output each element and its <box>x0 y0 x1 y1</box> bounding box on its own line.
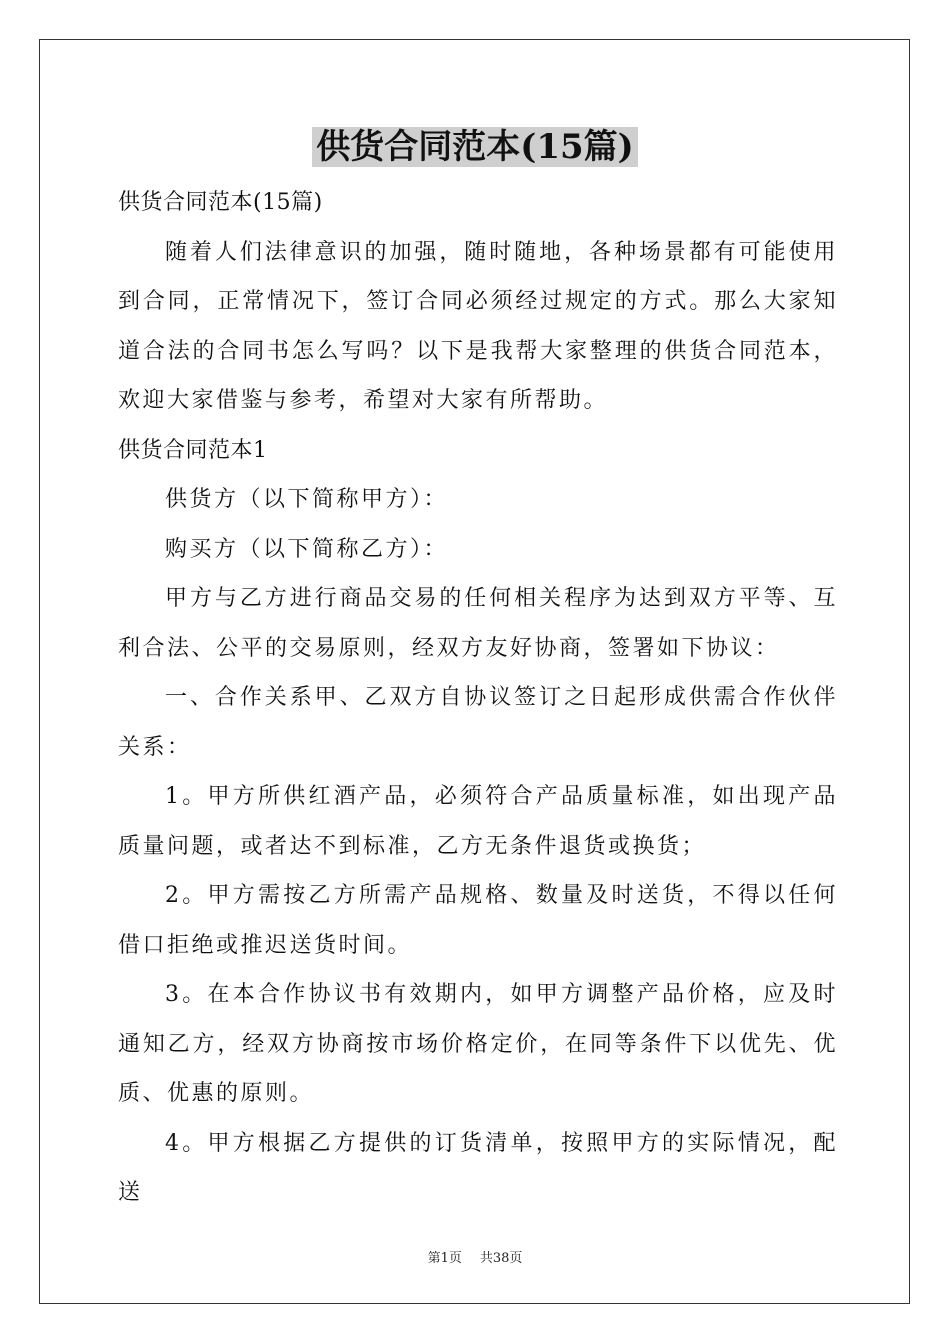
document-body <box>118 178 838 1218</box>
page-total: 共38页 <box>479 1251 523 1266</box>
body-paragraph: 2。甲方需按乙方所需产品规格、数量及时送货，不得以任何借口拒绝或推迟送货时间。 <box>118 883 838 958</box>
page-number: 第1页 <box>427 1251 462 1266</box>
body-paragraph: 1。甲方所供红酒产品，必须符合产品质量标准，如出现产品质量问题，或者达不到标准，乙方无条件退货或换货； <box>118 784 838 859</box>
body-paragraph: 甲方与乙方进行商品交易的任何相关程序为达到双方平等、互利合法、公平的交易原则，经双方友好协商，签署如下协议： <box>118 586 838 661</box>
page-footer <box>0 1247 950 1266</box>
document-title-text: 供货合同范本(15篇) <box>312 127 638 167</box>
document-subtitle: 供货合同范本(15篇) <box>118 190 323 215</box>
section-heading: 供货合同范本1 <box>118 437 268 463</box>
intro-paragraph: 随着人们法律意识的加强，随时随地，各种场景都有可能使用到合同，正常情况下，签订合同必须经过规定的方式。那么大家知道合法的合同书怎么写吗？以下是我帮大家整理的供货合同范本，欢迎大家借鉴与参考，希望对大家有所帮助。 <box>118 239 838 413</box>
document-title <box>0 124 950 170</box>
body-paragraph: 4。甲方根据乙方提供的订货清单，按照甲方的实际情况，配送 <box>118 1130 838 1205</box>
buyer-line: 购买方（以下简称乙方）： <box>165 536 449 562</box>
supplier-line: 供货方（以下简称甲方）： <box>165 487 449 512</box>
body-paragraph: 3。在本合作协议书有效期内，如甲方调整产品价格，应及时通知乙方，经双方协商按市场价格定价，在同等条件下以优先、优质、优惠的原则。 <box>118 982 838 1106</box>
body-paragraph: 一、合作关系甲、乙双方自协议签订之日起形成供需合作伙伴关系： <box>118 685 838 760</box>
